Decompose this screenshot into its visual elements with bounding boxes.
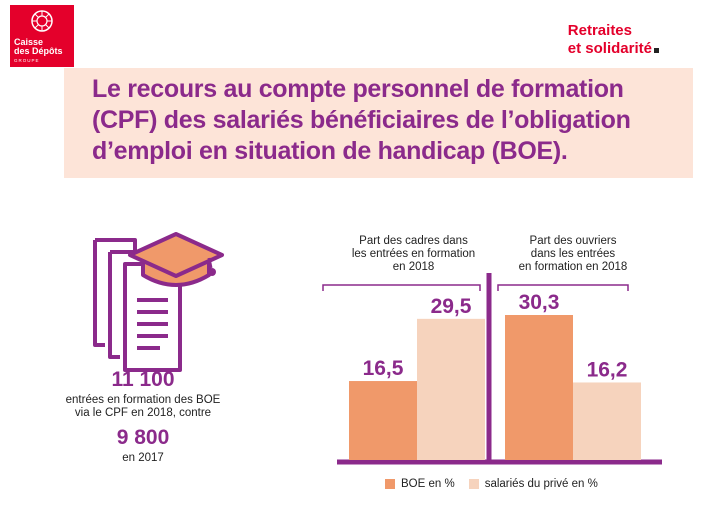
bar-label-group-1-series-0: 30,3 — [518, 291, 560, 314]
bar-group-1-series-0 — [505, 315, 573, 460]
bar-label-group-1-series-1: 16,2 — [586, 358, 628, 382]
logo-line-3: GROUPE — [14, 58, 40, 63]
bar-label-group-0-series-0: 16,5 — [362, 357, 404, 381]
stat-desc-1-line-2: via le CPF en 2018, contre — [74, 407, 212, 419]
group-label-1-line-0: Part des ouvriers — [529, 235, 617, 247]
group-bracket-1 — [498, 285, 628, 291]
bar-group-1-series-1 — [573, 382, 641, 460]
group-label-0-line-2: en 2018 — [392, 261, 435, 273]
legend-label-prive: salariés du privé en % — [484, 478, 598, 490]
stat-desc-1-line-1: entrées en formation des BOE — [65, 394, 221, 406]
group-label-1-line-1: dans les entrées — [530, 248, 616, 260]
legend-swatch-prive — [469, 479, 479, 489]
page-title: Le recours au compte personnel de formation (CPF) des salariés bénéficiaires de l’obligation d’emploi en situation de handicap (BOE). — [92, 75, 631, 165]
legend-label-boe: BOE en % — [401, 478, 455, 490]
group-label-0-line-1: les entrées en formation — [351, 248, 476, 260]
chart-legend — [385, 478, 612, 490]
bar-group-0-series-1 — [417, 319, 485, 460]
stat-value-1: 11 100 — [111, 368, 175, 391]
group-bracket-0 — [323, 285, 480, 291]
stat-desc-2: en 2017 — [122, 452, 164, 464]
stat-value-2: 9 800 — [116, 426, 170, 449]
bar-group-0-series-0 — [349, 381, 417, 460]
legend-swatch-boe — [385, 479, 395, 489]
bar-label-group-0-series-1: 29,5 — [430, 294, 472, 318]
legend-item-boe — [385, 478, 455, 490]
logo-line-2: des Dépôts — [14, 46, 63, 56]
logo-line-1: Caisse — [14, 37, 44, 47]
group-label-0-line-0: Part des cadres dans — [359, 235, 468, 247]
legend-item-prive — [469, 478, 598, 490]
brand-line-1: Retraites — [567, 22, 632, 39]
group-label-1-line-2: en formation en 2018 — [518, 261, 628, 273]
brand-line-2: et solidarité — [567, 40, 652, 57]
